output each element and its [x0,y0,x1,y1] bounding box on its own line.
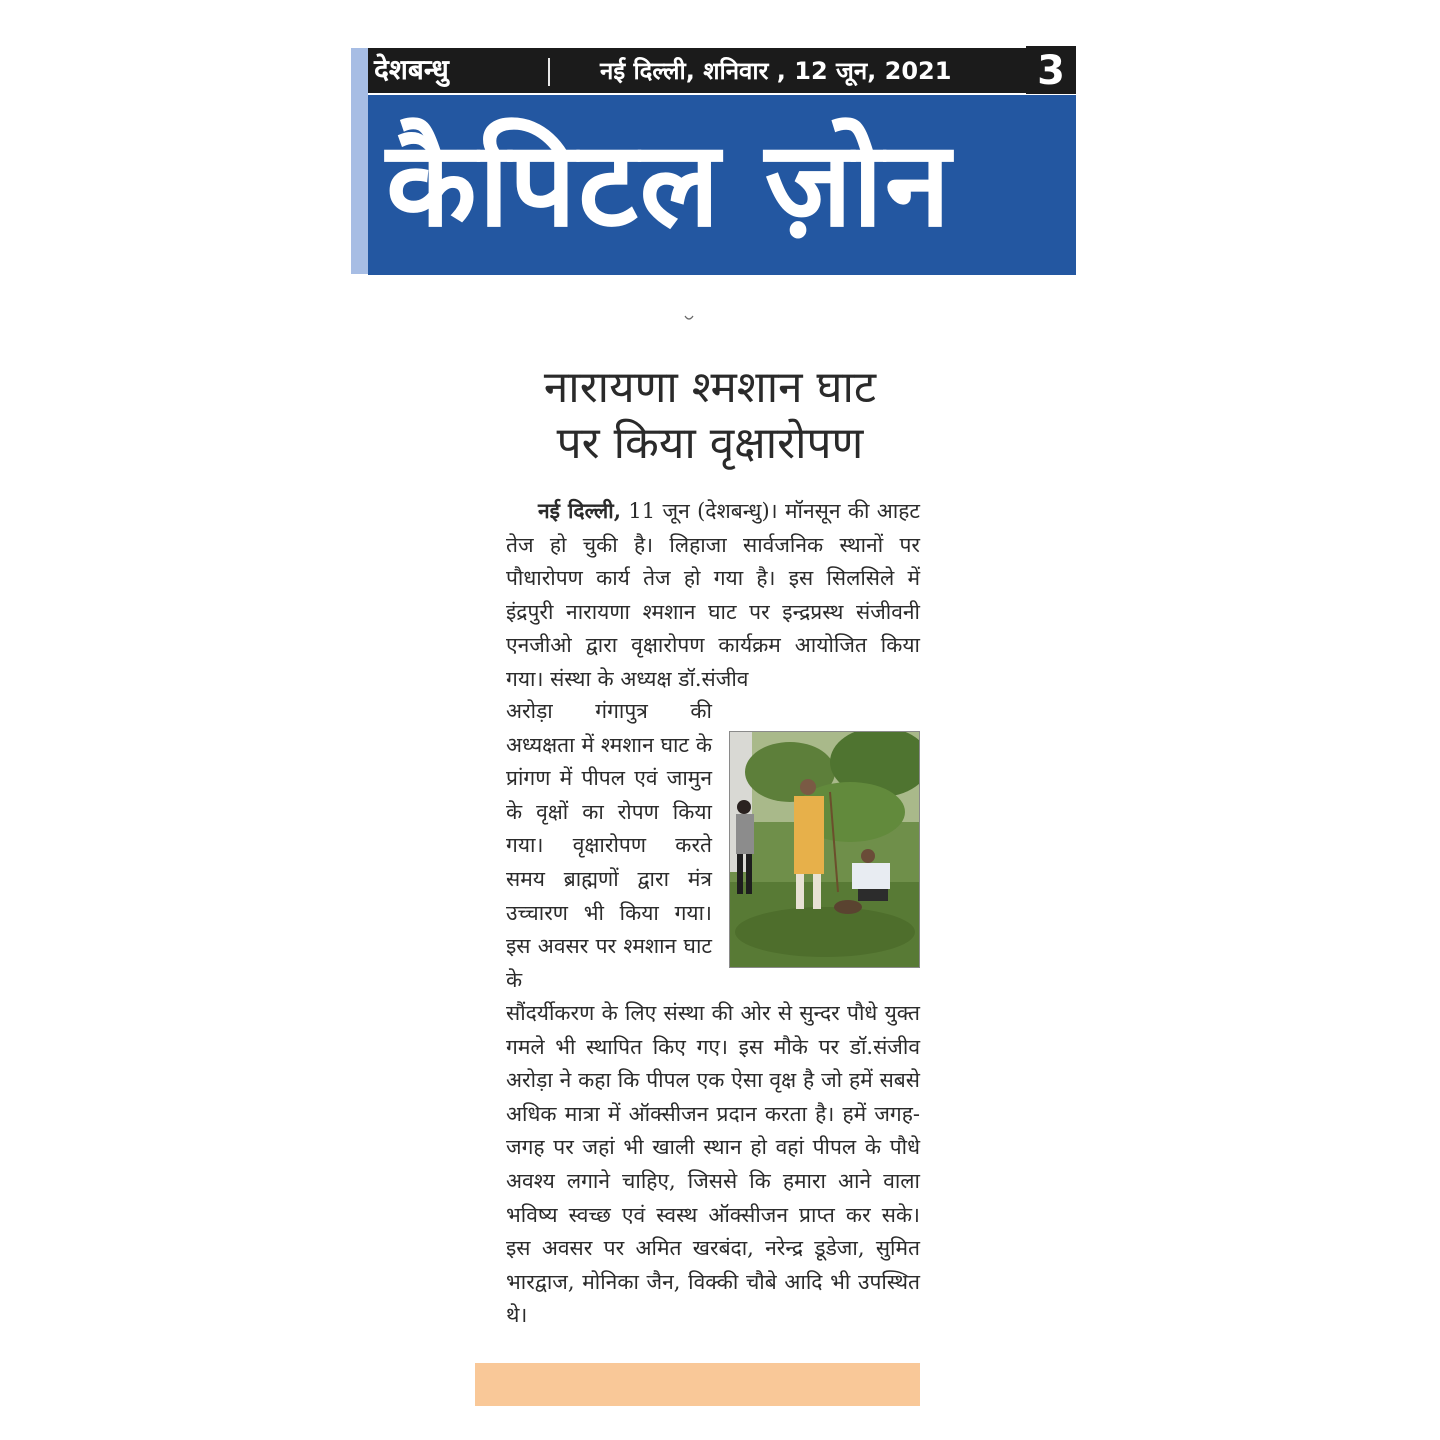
paragraph-1-text: 11 जून (देशबन्धु)। मॉनसून की आहट तेज हो चुकी है। लिहाजा सार्वजनिक स्थानों पर पौधारोपण कार्य तेज हो गया है। इस सिलसिले में इंद्रपुरी नारायणा श्मशान घाट पर इन्द्रप्रस्थ संजीवनी एनजीओ द्वारा वृक्षारोपण कार्यक्रम आयोजित किया गया। संस्था के अध्यक्ष डॉ.संजीव [506,499,920,691]
headline-line-2: पर किया वृक्षारोपण [556,418,864,469]
article-paragraph-3: सौंदर्यीकरण के लिए संस्था की ओर से सुन्दर पौधे युक्त गमले भी स्थापित किए गए। इस मौके पर डॉ.संजीव अरोड़ा ने कहा कि पीपल एक ऐसा वृक्ष है जो हमें सबसे अधिक मात्रा में ऑक्सीजन प्रदान करता है। हमें जगह-जगह पर जहां भी खाली स्थान हो वहां पीपल के पौधे अवश्य लगाने चाहिए, जिससे कि हमारा आने वाला भविष्य स्वच्छ एवं स्वस्थ ऑक्सीजन प्राप्त कर सके। इस अवसर पर अमित खरबंदा, नरेन्द्र डूडेजा, सुमित भारद्वाज, मोनिका जैन, विक्की चौबे आदि भी उपस्थित थे। [506,1001,920,1328]
article-paragraph-2: अरोड़ा गंगापुत्र की अध्यक्षता में श्मशान घाट के प्रांगण में पीपल एवं जामुन के वृक्षों का रोपण किया गया। वृक्षारोपण करते समय ब्राह्मणों द्वारा मंत्र उच्चारण भी किया गया। इस अवसर पर श्मशान घाट के [506,699,712,992]
masthead-stripe [351,48,368,274]
article-dateline: नई दिल्ली, [538,498,622,523]
article-paragraph-1 [506,494,920,697]
page-number: 3 [1026,46,1076,94]
headline-line-1: नारायणा श्मशान घाट [543,362,877,413]
advertisement-bar [475,1363,920,1406]
section-title: कैपिटल ज़ोन [386,115,953,253]
logo-separator [548,58,550,86]
article-photo [729,731,920,968]
newspaper-logo: देशबन्धु [374,50,562,90]
issue-dateline: नई दिल्ली, शनिवार , 12 जून, 2021 [600,57,952,85]
article-headline [500,360,920,472]
scan-mark-icon [683,312,695,324]
tree-planting-photo-icon [730,732,920,968]
